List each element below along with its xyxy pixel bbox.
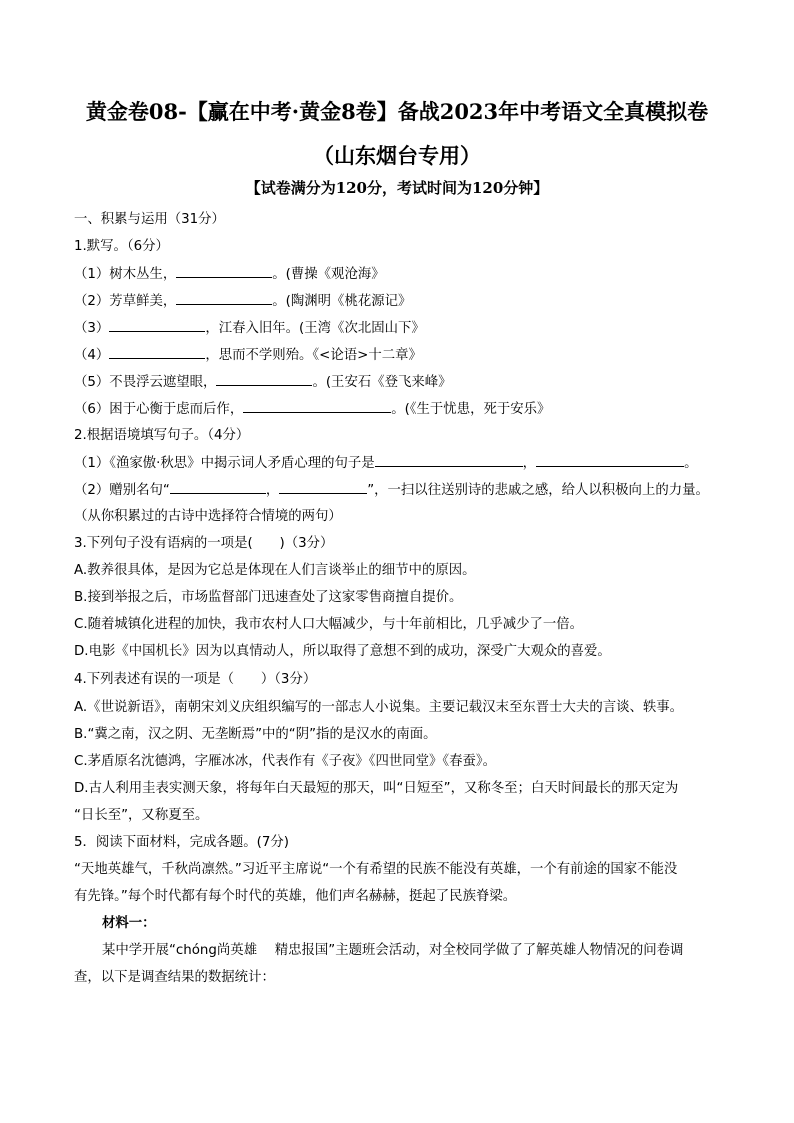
question-1-prompt: 1.默写。（6分） [74,239,169,254]
q1-item-3: （3） ，江春入旧年。(王湾《次北固山下》 [74,318,754,339]
question-5-prompt: 5．阅读下面材料，完成各题。(7分) [74,835,289,850]
material-label: 材料一： [102,916,156,931]
answer-blank[interactable] [536,453,684,467]
q5-paragraph-line: “天地英雄气，千秋尚凛然。”习近平主席说“一个有希望的民族不能没有英雄，一个有前途的国家不能没 [74,862,678,877]
q4-option-a: A.《世说新语》，南朝宋刘义庆组织编写的一部志人小说集。主要记载汉末至东晋士大夫的言谈、轶事。 [74,700,684,715]
q1-item-2: （2）芳草鲜美， 。(陶渊明《桃花源记》 [74,291,754,312]
page-title-region: （山东烟台专用） [313,143,481,168]
material-paragraph-line: 某中学开展“chóng尚英雄 精忠报国”主题班会活动，对全校同学做了了解英雄人物情况的问卷调 [102,943,684,958]
q1-item-6: （6）困于心衡于虑而后作， 。(《生于忧患，死于安乐》 [74,399,754,420]
exam-info: 【试卷满分为120分，考试时间为120分钟】 [245,179,549,197]
question-2-prompt: 2.根据语境填写句子。（4分） [74,428,250,443]
q1-item-5: （5）不畏浮云遮望眼， 。(王安石《登飞来峰》 [74,372,754,393]
q4-option-b: B.“冀之南，汉之阴、无垄断焉”中的“阴”指的是汉水的南面。 [74,727,437,742]
q1-item-4: （4） ，思而不学则殆。《<论语>十二章》 [74,345,754,366]
q3-option-a: A.教养很具体，是因为它总是体现在人们言谈举止的细节中的原因。 [74,563,476,578]
question-3-prompt: 3.下列句子没有语病的一项是( )（3分） [74,536,334,551]
q4-option-d: D.古人利用圭表实测天象，将每年白天最短的那天，叫“日短至”，又称冬至；白天时间最长的那天定为 [74,781,679,796]
q5-paragraph-line: 有先锋。”每个时代都有每个时代的英雄，他们声名赫赫，挺起了民族脊梁。 [74,889,517,904]
section-heading: 一、积累与运用（31分） [74,212,225,227]
q3-option-c: C.随着城镇化进程的加快，我市农村人口大幅减少，与十年前相比，几乎减少了一倍。 [74,617,584,632]
q4-option-d-continued: “日长至”，又称夏至。 [74,808,209,823]
answer-blank[interactable] [375,453,523,467]
q2-item-2: （2）赠别名句“ ， ”，一扫以往送别诗的悲戚之感，给人以积极向上的力量。 [74,480,754,501]
answer-blank[interactable] [109,318,205,332]
q2-item-1: （1）《渔家傲·秋思》中揭示词人矛盾心理的句子是 ， 。 [74,453,754,474]
q2-note: （从你积累过的古诗中选择符合情境的两句） [74,509,342,524]
q4-option-c: C.茅盾原名沈德鸿，字雁冰冰，代表作有《子夜》《四世同堂》《春蚕》。 [74,754,497,769]
q3-option-b: B.接到举报之后，市场监督部门迅速查处了这家零售商擅自提价。 [74,590,463,605]
answer-blank[interactable] [279,480,367,494]
material-paragraph-line: 查，以下是调查结果的数据统计： [74,970,275,985]
answer-blank[interactable] [176,291,272,305]
answer-blank[interactable] [243,399,391,413]
answer-blank[interactable] [216,372,312,386]
q3-option-d: D.电影《中国机长》因为以真情动人，所以取得了意想不到的成功，深受广大观众的喜爱。 [74,644,611,659]
answer-blank[interactable] [109,345,205,359]
page-title: 黄金卷08-【赢在中考·黄金8卷】备战2023年中考语文全真模拟卷 [85,99,709,124]
question-4-prompt: 4.下列表述有误的一项是（ ）（3分） [74,672,317,687]
q1-item-1: （1）树木丛生， 。(曹操《观沧海》 [74,264,754,285]
answer-blank[interactable] [170,480,266,494]
answer-blank[interactable] [176,264,272,278]
